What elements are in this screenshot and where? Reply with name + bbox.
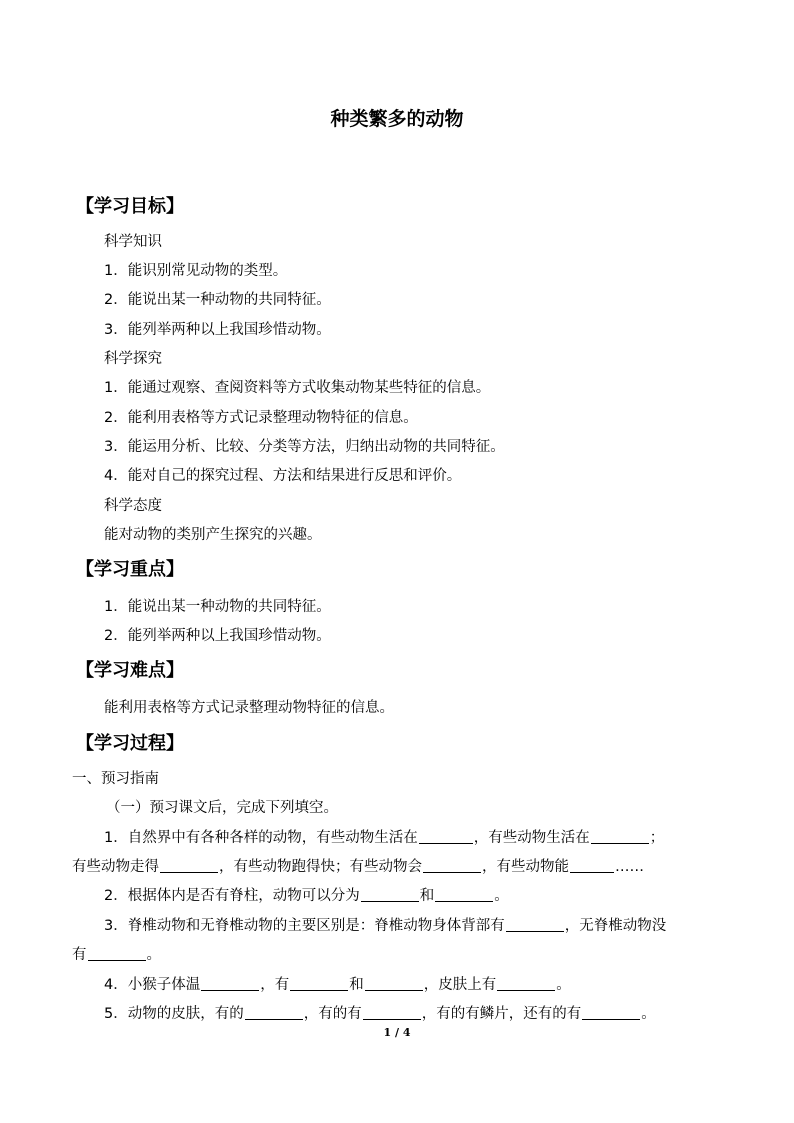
question-3-line-1 — [104, 916, 666, 936]
answer-blank[interactable] — [245, 1005, 303, 1020]
inquiry-item: 1．能通过观察、查阅资料等方式收集动物某些特征的信息。 — [104, 380, 491, 396]
question-5 — [104, 1004, 656, 1024]
question-text: 。 — [641, 1006, 656, 1022]
question-text: ，有的有 — [303, 1006, 362, 1022]
difficulty-heading: 【学习难点】 — [76, 660, 184, 681]
answer-blank[interactable] — [497, 976, 555, 991]
question-2 — [104, 886, 509, 906]
answer-blank[interactable] — [363, 1005, 421, 1020]
answer-blank[interactable] — [365, 976, 423, 991]
inquiry-item: 4．能对自己的探究过程、方法和结果进行反思和评价。 — [104, 468, 462, 484]
question-text: ，有些动物生活在 — [473, 830, 590, 846]
question-text: ，有 — [260, 977, 290, 993]
question-text: ； — [649, 830, 665, 846]
knowledge-label: 科学知识 — [104, 234, 162, 250]
attitude-text: 能对动物的类别产生探究的兴趣。 — [104, 527, 322, 543]
question-1-line-1 — [104, 828, 664, 848]
question-text: 3．脊椎动物和无脊椎动物的主要区别是：脊椎动物身体背部有 — [104, 918, 505, 934]
question-1-line-2 — [72, 857, 644, 877]
question-text: 2．根据体内是否有脊柱，动物可以分为 — [104, 888, 360, 904]
goals-heading: 【学习目标】 — [76, 196, 184, 217]
question-text: 5．动物的皮肤，有的 — [104, 1006, 244, 1022]
question-text: …… — [615, 859, 644, 875]
preview-heading: 一、预习指南 — [72, 771, 159, 787]
answer-blank[interactable] — [582, 1005, 640, 1020]
page-number: 1 / 4 — [383, 1026, 411, 1039]
knowledge-item: 1．能识别常见动物的类型。 — [104, 263, 288, 279]
knowledge-item: 2．能说出某一种动物的共同特征。 — [104, 292, 331, 308]
knowledge-item: 3．能列举两种以上我国珍惜动物。 — [104, 322, 331, 338]
question-text: ，有的有鳞片，还有的有 — [421, 1006, 582, 1022]
answer-blank[interactable] — [290, 976, 348, 991]
answer-blank[interactable] — [435, 887, 493, 902]
question-text: 和 — [349, 977, 364, 993]
answer-blank[interactable] — [419, 829, 473, 844]
question-text: 。 — [556, 977, 571, 993]
answer-blank[interactable] — [570, 858, 614, 873]
question-text: 有 — [72, 947, 87, 963]
difficulty-text: 能利用表格等方式记录整理动物特征的信息。 — [104, 700, 394, 716]
process-heading: 【学习过程】 — [76, 733, 184, 754]
preview-subheading: （一）预习课文后，完成下列填空。 — [106, 800, 338, 816]
answer-blank[interactable] — [88, 946, 146, 961]
answer-blank[interactable] — [591, 829, 649, 844]
question-text: ，皮肤上有 — [423, 977, 497, 993]
page-title: 种类繁多的动物 — [330, 108, 464, 130]
attitude-label: 科学态度 — [104, 498, 162, 514]
answer-blank[interactable] — [201, 976, 259, 991]
key-item: 2．能列举两种以上我国珍惜动物。 — [104, 628, 331, 644]
question-text: ，有些动物能 — [482, 859, 569, 875]
key-heading: 【学习重点】 — [76, 559, 184, 580]
question-3-line-2 — [72, 945, 161, 965]
question-text: 4．小猴子体温 — [104, 977, 201, 993]
answer-blank[interactable] — [361, 887, 419, 902]
question-4 — [104, 975, 571, 995]
question-text: ，无脊椎动物没 — [564, 918, 667, 934]
inquiry-item: 3．能运用分析、比较、分类等方法，归纳出动物的共同特征。 — [104, 439, 505, 455]
question-text: 1．自然界中有各种各样的动物，有些动物生活在 — [104, 830, 418, 846]
answer-blank[interactable] — [160, 858, 218, 873]
question-text: ，有些动物跑得快；有些动物会 — [219, 859, 422, 875]
answer-blank[interactable] — [423, 858, 481, 873]
inquiry-item: 2．能利用表格等方式记录整理动物特征的信息。 — [104, 410, 418, 426]
answer-blank[interactable] — [506, 917, 564, 932]
key-item: 1．能说出某一种动物的共同特征。 — [104, 599, 331, 615]
question-text: 和 — [419, 888, 435, 904]
question-text: 。 — [146, 947, 161, 963]
question-text: 有些动物走得 — [72, 859, 159, 875]
inquiry-label: 科学探究 — [104, 351, 162, 367]
question-text: 。 — [494, 888, 509, 904]
